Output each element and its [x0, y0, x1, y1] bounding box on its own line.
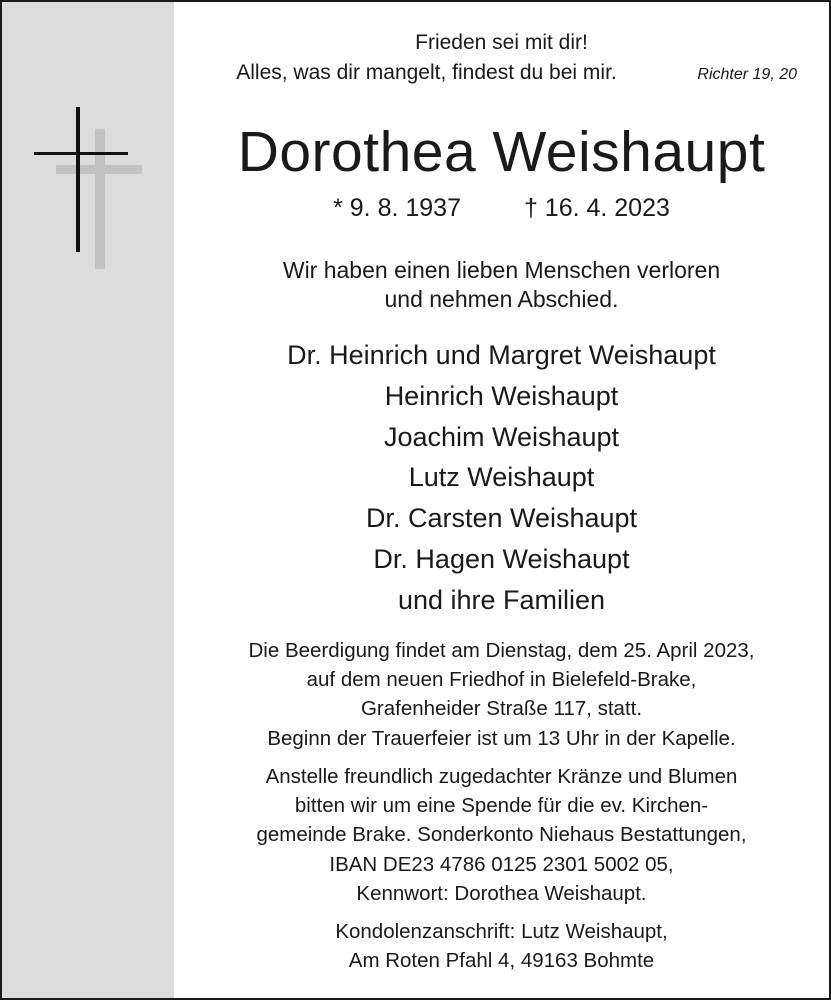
birth-date: * 9. 8. 1937 — [333, 194, 461, 222]
funeral-line: Grafenheider Straße 117, statt. — [360, 697, 643, 721]
funeral-line: auf dem neuen Friedhof in Bielefeld-Brake, — [306, 668, 697, 692]
donation-line: Kennwort: Dorothea Weishaupt. — [356, 881, 647, 905]
funeral-info — [174, 636, 829, 753]
donation-line: gemeinde Brake. Sonderkonto Niehaus Bestattungen, — [256, 823, 747, 847]
mourning-line: Wir haben einen lieben Menschen verloren — [282, 257, 721, 283]
mourning-text — [174, 256, 829, 314]
deceased-name: Dorothea Weishaupt — [237, 120, 766, 184]
death-date: † 16. 4. 2023 — [523, 194, 670, 222]
verse-line-2: Alles, was dir mangelt, findest du bei mir. — [236, 61, 617, 84]
verse-line-1: Frieden sei mit dir! — [415, 31, 588, 54]
cross-icon — [32, 107, 147, 272]
family-member: Dr. Carsten Weishaupt — [365, 503, 638, 534]
funeral-line: Beginn der Trauerfeier ist um 13 Uhr in der Kapelle. — [267, 726, 736, 750]
donation-info — [174, 762, 829, 908]
verse-source: Richter 19, 20 — [697, 66, 797, 83]
donation-line: Anstelle freundlich zugedachter Kränze und Blumen — [265, 765, 738, 788]
address-line: Kondolenzanschrift: Lutz Weishaupt, — [335, 920, 668, 943]
family-member: Heinrich Weishaupt — [384, 380, 619, 411]
mourning-line: und nehmen Abschied. — [384, 286, 619, 312]
donation-line: bitten wir um eine Spende für die ev. Kirchen- — [294, 794, 709, 818]
family-member: Joachim Weishaupt — [383, 421, 620, 452]
family-member: Dr. Heinrich und Margret Weishaupt — [287, 340, 716, 370]
donation-line: IBAN DE23 4786 0125 2301 5002 05, — [329, 852, 674, 876]
condolence-address — [174, 917, 829, 975]
gray-sidebar — [2, 2, 174, 998]
family-member: Lutz Weishaupt — [408, 462, 595, 493]
family-member: Dr. Hagen Weishaupt — [373, 543, 630, 574]
family-member: und ihre Familien — [397, 584, 606, 615]
family-list — [174, 335, 829, 621]
address-line: Am Roten Pfahl 4, 49163 Bohmte — [348, 949, 655, 973]
life-dates — [174, 194, 829, 223]
funeral-line: Die Beerdigung findet am Dienstag, dem 25. April 2023, — [248, 639, 755, 662]
notice-content — [174, 2, 829, 998]
